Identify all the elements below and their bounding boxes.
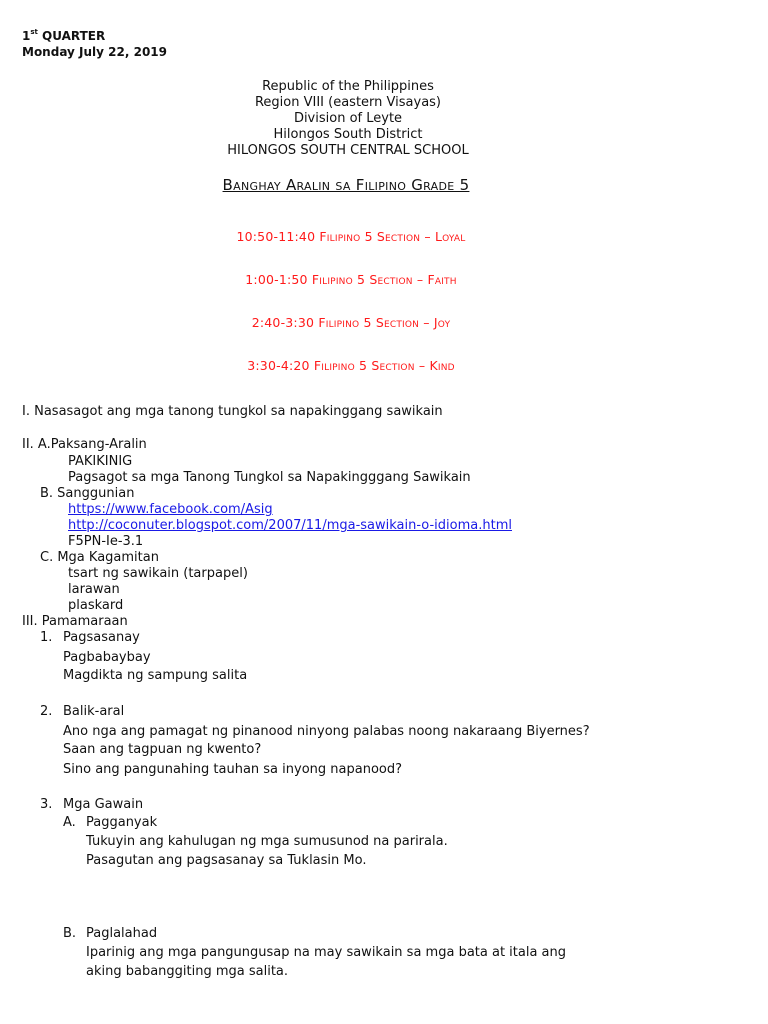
subject-topic: PAKIKINIG	[68, 454, 133, 469]
review-question-3: Sino ang pangunahing tauhan sa inyong napanood?	[63, 762, 403, 777]
competency-code: F5PN-Ie-3.1	[68, 534, 144, 549]
procedure-item-number: 3.	[40, 797, 53, 812]
schedule-line-loyal: 10:50-11:40 Filipino 5 Section – Loyal	[236, 229, 466, 244]
procedure-heading: III. Pamamaraan	[22, 614, 128, 629]
references-heading: B. Sanggunian	[40, 486, 135, 501]
material-item-picture: larawan	[68, 582, 120, 597]
lesson-date: Monday July 22, 2019	[22, 45, 168, 59]
activity-letter: A.	[63, 815, 76, 830]
schedule-line-faith: 1:00-1:50 Filipino 5 Section – Faith	[245, 272, 457, 287]
quarter-number: 1	[22, 29, 31, 43]
drill-line-dictation: Magdikta ng sampung salita	[63, 668, 248, 683]
procedure-item-number: 2.	[40, 704, 53, 719]
motivation-line-2: Pasagutan ang pagsasanay sa Tuklasin Mo.	[86, 853, 367, 868]
presentation-line-1: Iparinig ang mga pangungusap na may sawikain sa mga bata at itala ang	[86, 945, 567, 960]
subject-heading: II. A.Paksang-Aralin	[22, 437, 147, 452]
review-question-1: Ano nga ang pamagat ng pinanood ninyong palabas noong nakaraang Biyernes?	[63, 724, 590, 739]
activity-letter: B.	[63, 926, 77, 941]
objective-line: I. Nasasagot ang mga tanong tungkol sa napakinggang sawikain	[22, 404, 443, 419]
schedule-line-joy: 2:40-3:30 Filipino 5 Section – Joy	[251, 315, 451, 330]
procedure-item-activities-title: Mga Gawain	[63, 797, 144, 812]
quarter-label	[22, 29, 105, 43]
material-item-chart: tsart ng sawikain (tarpapel)	[68, 566, 248, 581]
school-line-district: Hilongos South District	[273, 127, 423, 142]
quarter-word: QUARTER	[37, 29, 106, 43]
material-item-flashcard: plaskard	[68, 598, 124, 613]
procedure-item-review-title: Balik-aral	[63, 704, 125, 719]
school-name: HILONGOS SOUTH CENTRAL SCHOOL	[227, 143, 469, 158]
lesson-plan-title: Banghay Aralin sa Filipino Grade 5	[222, 176, 470, 194]
motivation-line-1: Tukuyin ang kahulugan ng mga sumusunod na parirala.	[86, 834, 448, 849]
activity-motivation-title: Pagganyak	[86, 815, 158, 830]
reference-link-blog[interactable]: http://coconuter.blogspot.com/2007/11/mga-sawikain-o-idioma.html	[68, 518, 512, 533]
reference-link-facebook[interactable]: https://www.facebook.com/Asig	[68, 502, 273, 517]
drill-line-spelling: Pagbabaybay	[63, 650, 151, 665]
procedure-item-drill-title: Pagsasanay	[63, 630, 140, 645]
schedule-line-kind: 3:30-4:20 Filipino 5 Section – Kind	[247, 358, 455, 373]
materials-heading: C. Mga Kagamitan	[40, 550, 159, 565]
school-line-division: Division of Leyte	[293, 111, 403, 126]
presentation-line-2: aking babanggiting mga salita.	[86, 964, 289, 979]
procedure-item-number: 1.	[40, 630, 53, 645]
subject-title: Pagsagot sa mga Tanong Tungkol sa Napakingggang Sawikain	[68, 470, 471, 485]
school-line-republic: Republic of the Philippines	[262, 79, 434, 94]
quarter-ordinal: st	[30, 28, 38, 36]
review-question-2: Saan ang tagpuan ng kwento?	[63, 742, 262, 757]
school-line-region: Region VIII (eastern Visayas)	[254, 95, 442, 110]
activity-presentation-title: Paglalahad	[86, 926, 158, 941]
